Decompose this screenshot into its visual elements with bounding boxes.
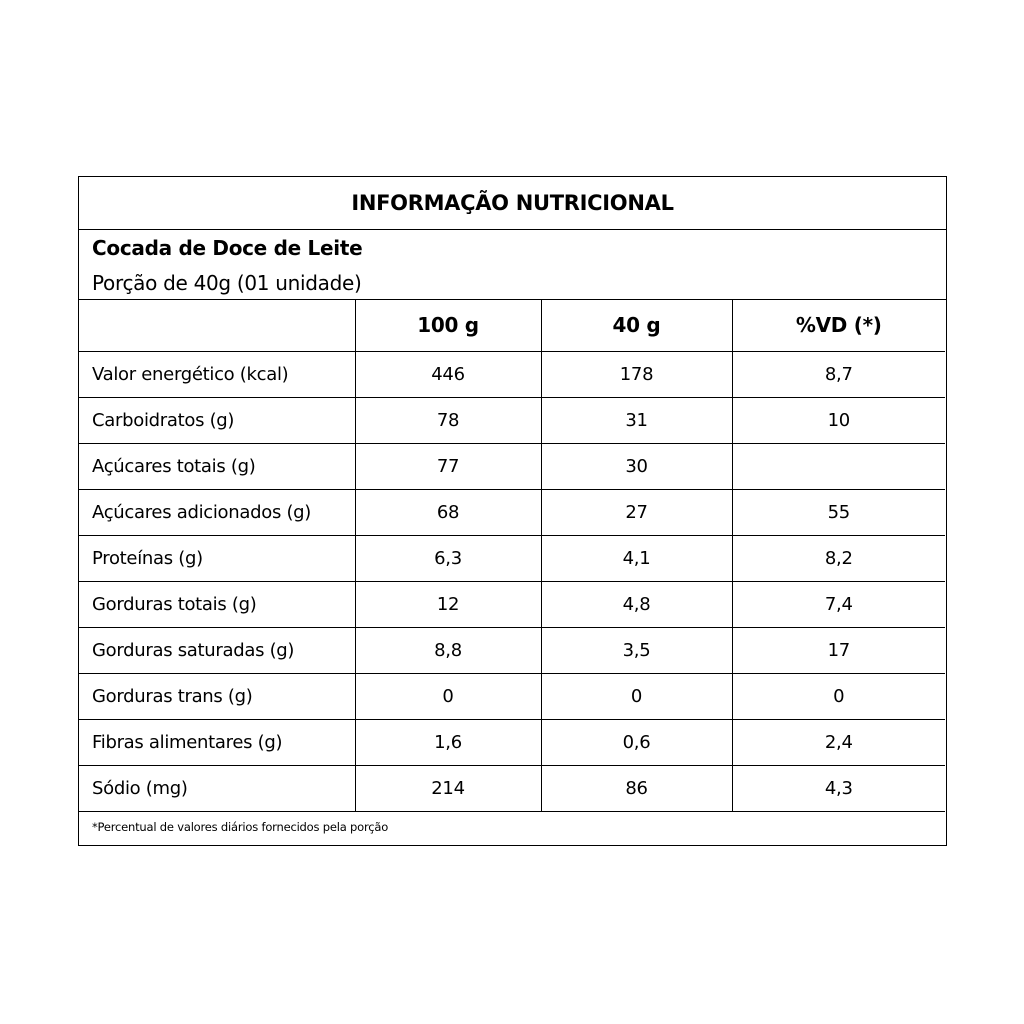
value-100g: 0 — [355, 674, 541, 720]
value-100g: 214 — [355, 766, 541, 812]
value-vd: 8,2 — [732, 536, 945, 582]
table-row — [79, 444, 945, 490]
table-row — [79, 720, 945, 766]
value-40g: 31 — [541, 398, 732, 444]
value-vd: 4,3 — [732, 766, 945, 812]
table-row — [79, 674, 945, 720]
table-row — [79, 766, 945, 812]
portion-size: Porção de 40g (01 unidade) — [92, 271, 362, 295]
nutrient-name: Gorduras saturadas (g) — [79, 628, 355, 674]
footnote: *Percentual de valores diários fornecidos pela porção — [92, 820, 389, 834]
value-vd: 55 — [732, 490, 945, 536]
value-100g: 8,8 — [355, 628, 541, 674]
value-100g: 1,6 — [355, 720, 541, 766]
value-vd: 17 — [732, 628, 945, 674]
value-40g: 4,1 — [541, 536, 732, 582]
column-header — [79, 299, 355, 352]
value-40g: 3,5 — [541, 628, 732, 674]
value-vd: 0 — [732, 674, 945, 720]
nutrition-table — [79, 299, 945, 812]
table-row — [79, 398, 945, 444]
nutrient-name: Gorduras trans (g) — [79, 674, 355, 720]
value-40g: 86 — [541, 766, 732, 812]
nutrient-name: Açúcares adicionados (g) — [79, 490, 355, 536]
value-100g: 78 — [355, 398, 541, 444]
value-100g: 446 — [355, 352, 541, 398]
nutrition-facts-label — [78, 176, 947, 846]
value-vd: 7,4 — [732, 582, 945, 628]
value-vd: 10 — [732, 398, 945, 444]
table-header-row — [79, 299, 945, 352]
label-title: INFORMAÇÃO NUTRICIONAL — [79, 177, 946, 230]
value-40g: 30 — [541, 444, 732, 490]
nutrient-name: Fibras alimentares (g) — [79, 720, 355, 766]
value-vd — [732, 444, 945, 490]
value-40g: 4,8 — [541, 582, 732, 628]
nutrient-name: Gorduras totais (g) — [79, 582, 355, 628]
table-row — [79, 582, 945, 628]
nutrient-name: Proteínas (g) — [79, 536, 355, 582]
value-40g: 0,6 — [541, 720, 732, 766]
value-40g: 178 — [541, 352, 732, 398]
column-header: 100 g — [355, 299, 541, 352]
value-100g: 12 — [355, 582, 541, 628]
table-row — [79, 490, 945, 536]
value-100g: 6,3 — [355, 536, 541, 582]
nutrient-name: Valor energético (kcal) — [79, 352, 355, 398]
value-100g: 68 — [355, 490, 541, 536]
value-vd: 8,7 — [732, 352, 945, 398]
column-header: %VD (*) — [732, 299, 945, 352]
nutrient-name: Açúcares totais (g) — [79, 444, 355, 490]
product-info — [79, 229, 946, 300]
table-row — [79, 352, 945, 398]
value-40g: 27 — [541, 490, 732, 536]
product-name: Cocada de Doce de Leite — [92, 236, 363, 260]
nutrient-name: Sódio (mg) — [79, 766, 355, 812]
table-row — [79, 536, 945, 582]
table-row — [79, 628, 945, 674]
value-vd: 2,4 — [732, 720, 945, 766]
nutrient-name: Carboidratos (g) — [79, 398, 355, 444]
column-header: 40 g — [541, 299, 732, 352]
value-40g: 0 — [541, 674, 732, 720]
value-100g: 77 — [355, 444, 541, 490]
